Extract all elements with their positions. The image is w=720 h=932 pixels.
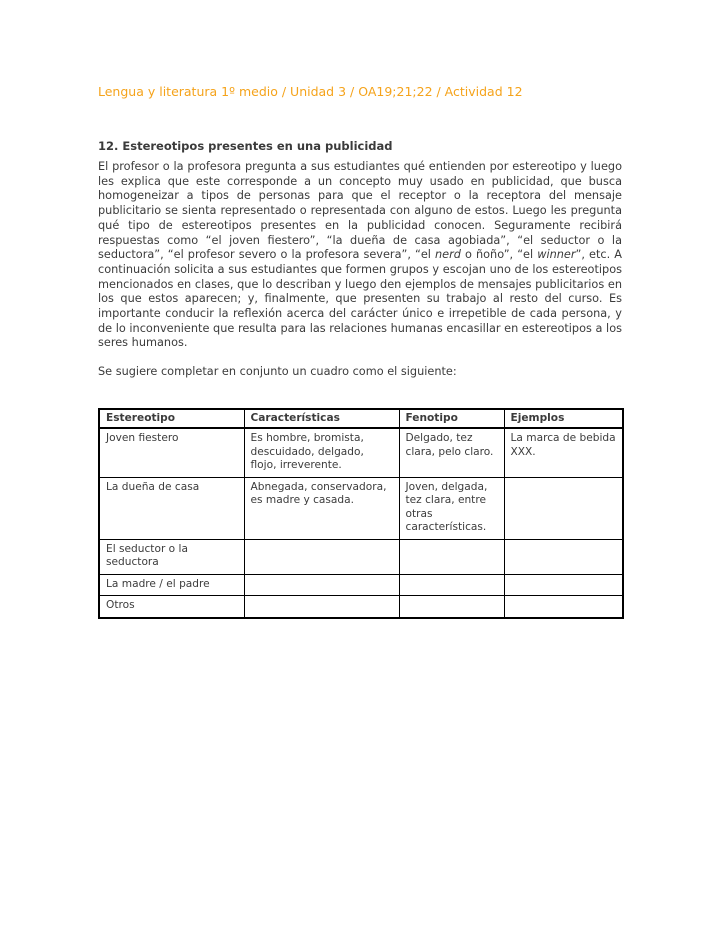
table-cell	[504, 596, 623, 618]
table-cell	[399, 539, 504, 574]
table-cell: Joven, delgada, tez clara, entre otras características.	[399, 477, 504, 539]
table-cell	[244, 539, 399, 574]
table-cell: La madre / el padre	[99, 574, 244, 596]
table-cell: La marca de bebida XXX.	[504, 428, 623, 477]
table-row	[99, 428, 623, 477]
suggestion-line: Se sugiere completar en conjunto un cuadro como el siguiente:	[98, 365, 457, 379]
table-cell	[399, 596, 504, 618]
table-row	[99, 477, 623, 539]
table-row	[99, 539, 623, 574]
stereotypes-table	[98, 408, 624, 619]
table-header-row	[99, 409, 623, 429]
activity-paragraph: El profesor o la profesora pregunta a sus estudiantes qué entienden por estereotipo y luego les explica que este corresponde a un concepto muy usado en publicidad, que busca homogeneizar a tipos de personas para que el receptor o la receptora del mensaje publicitario se sienta representado o representada con alguno de estos. Luego les pregunta qué tipo de estereotipos presentes en la publicidad conocen. Seguramente recibirá respuestas como “el joven fiestero”, “la dueña de casa agobiada”, “el seductor o la seductora”, “el profesor severo o la profesora severa”, “el nerd o ñoño”, “el winner”, etc. A continuación solicita a sus estudiantes que formen grupos y escojan uno de los estereotipos mencionados en clases, que lo describan y luego den ejemplos de mensajes publicitarios en los que estos aparecen; y, finalmente, que presenten su trabajo al resto del curso. Es importante conducir la reflexión acerca del carácter único e irrepetible de cada persona, y de lo inconveniente que resulta para las relaciones humanas encasillar en estereotipos a los seres humanos.	[98, 160, 622, 350]
col-header-estereotipo: Estereotipo	[99, 409, 244, 429]
table-cell	[504, 477, 623, 539]
table-cell	[399, 574, 504, 596]
table-cell: Abnegada, conservadora, es madre y casada.	[244, 477, 399, 539]
table-cell: El seductor o la seductora	[99, 539, 244, 574]
table-row	[99, 596, 623, 618]
activity-title: 12. Estereotipos presentes en una publicidad	[98, 139, 393, 153]
table-cell	[504, 539, 623, 574]
breadcrumb: Lengua y literatura 1º medio / Unidad 3 / OA19;21;22 / Actividad 12	[98, 84, 523, 99]
table-cell: La dueña de casa	[99, 477, 244, 539]
table-row	[99, 574, 623, 596]
table-cell	[244, 574, 399, 596]
col-header-caracteristicas: Características	[244, 409, 399, 429]
table-cell	[244, 596, 399, 618]
table-cell: Es hombre, bromista, descuidado, delgado, flojo, irreverente.	[244, 428, 399, 477]
table-cell	[504, 574, 623, 596]
table-cell: Joven fiestero	[99, 428, 244, 477]
table-cell: Otros	[99, 596, 244, 618]
col-header-ejemplos: Ejemplos	[504, 409, 623, 429]
col-header-fenotipo: Fenotipo	[399, 409, 504, 429]
table-cell: Delgado, tez clara, pelo claro.	[399, 428, 504, 477]
